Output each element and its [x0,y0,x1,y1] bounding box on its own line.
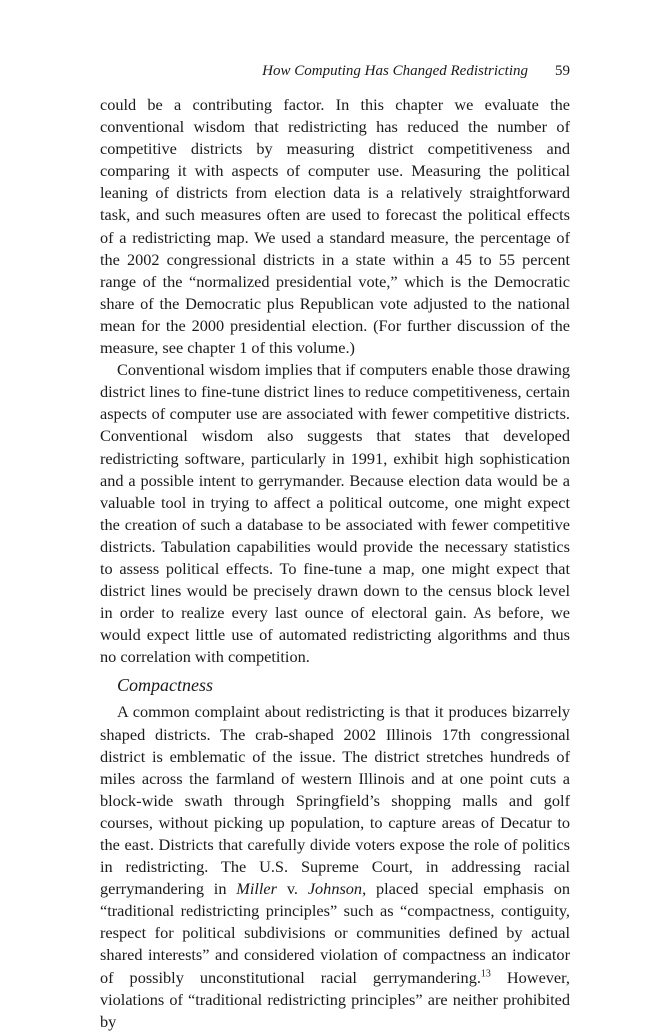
paragraph-continued: could be a contributing factor. In this chapter we evaluate the conventional wisdom that redistricting has reduced the number of competitive districts by measuring district competitiveness and comparing it with aspects of computer use. Measuring the political leaning of districts from election data is a relatively straightforward task, and such measures often are used to forecast the political effects of a redistricting map. We used a standard measure, the percentage of the 2002 congressional districts in a state within a 45 to 55 percent range of the “normalized presidential vote,” which is the Democratic share of the Democratic plus Republican vote adjusted to the national mean for the 2000 presidential election. (For further discussion of the measure, see chapter 1 of this volume.) [100,95,570,358]
footnote-reference: 13 [480,968,491,980]
paragraph-compactness [100,701,570,1032]
paragraph-conventional-wisdom: Conventional wisdom implies that if computers enable those drawing district lines to fine-tune district lines to reduce competitiveness, certain aspects of computer use are associated with fewer competitive districts. Conventional wisdom also suggests that states that developed redistricting software, particularly in 1991, exhibit high sophistication and a possible intent to gerrymander. Because election data would be a valuable tool in trying to affect a political outcome, one might expect the creation of such a database to be associated with fewer competitive districts. Tabulation capabilities would provide the necessary statistics to assess political effects. To fine-tune a map, one might expect that district lines would be precisely drawn down to the census block level in order to realize every last ounce of electoral gain. As before, we would expect little use of automated redistricting algorithms and thus no correlation with competition. [100,360,570,667]
section-heading: Compactness [117,675,213,696]
case-name-johnson: Johnson [307,879,363,899]
paragraph-text-tail: However, violations of “traditional redistricting principles” are neither prohibited by [100,967,571,1031]
case-versus: v. [277,879,308,899]
case-name-miller: Miller [236,879,277,899]
running-head-title: How Computing Has Changed Redistricting [262,63,528,79]
running-head [100,60,570,82]
paragraph-text-continued: , placed special emphasis on “traditional redistricting principles” such as “compactness, contiguity, respect for political subdivisions or communities defined by actual shared interests” and considered violation of compactness an indicator of possibly unconstitutional racial gerrymandering. [100,879,570,987]
body-text [100,94,570,1033]
paragraph-text: A common complaint about redistricting is that it produces bizarrely shaped districts. The crab-shaped 2002 Illinois 17th congressional district is emblematic of the issue. The district stretches hundreds of miles across the farmland of western Illinois and at one point cuts a block-wide swath through Springfield’s shopping malls and golf courses, without picking up population, to capture areas of Decatur to the east. Districts that carefully divide voters expose the role of politics in redistricting. The U.S. Supreme Court, in addressing racial gerrymandering in [100,702,570,899]
page-number: 59 [555,63,570,79]
